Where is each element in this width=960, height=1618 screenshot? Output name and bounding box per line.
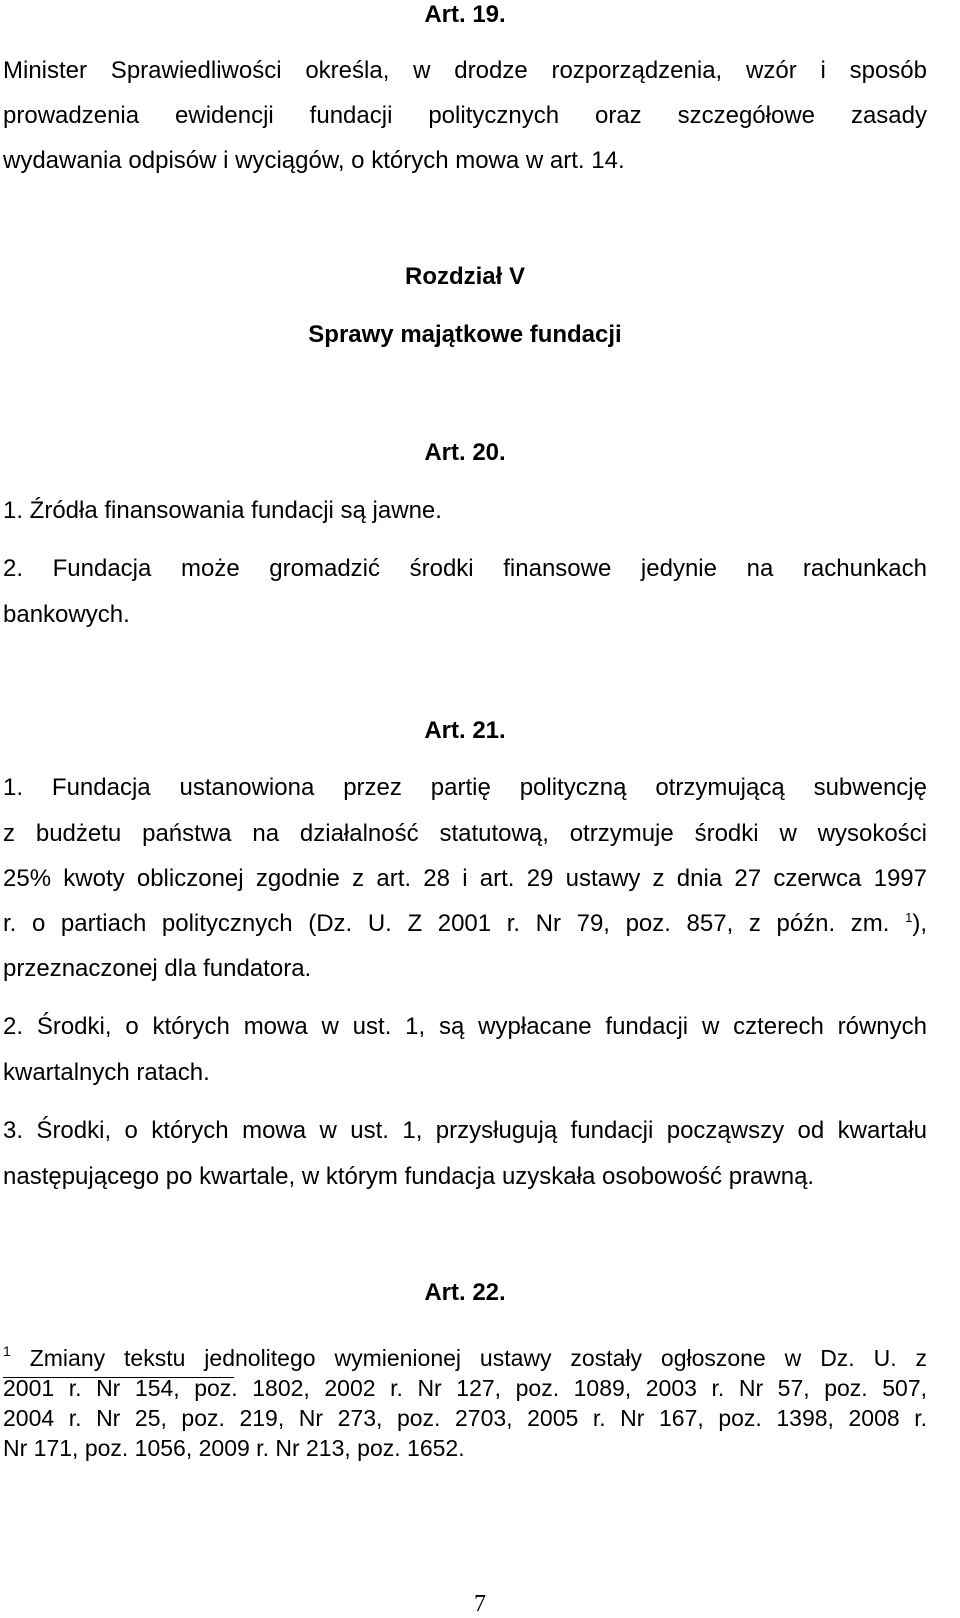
- article-22-heading: Art. 22.: [424, 1279, 506, 1306]
- article-21-heading: Art. 21.: [424, 717, 506, 744]
- article-21-line-7: kwartalnych ratach.: [3, 1059, 210, 1086]
- article-20-line-2: 2. Fundacja może gromadzić środki finansowe jedynie na rachunkach: [3, 555, 927, 582]
- article-21-line-2: z budżetu państwa na działalność statutową, otrzymuje środki w wysokości: [3, 820, 927, 847]
- chapter-title: Sprawy majątkowe fundacji: [308, 321, 622, 348]
- article-19-heading: Art. 19.: [424, 1, 506, 28]
- article-21-line-1: 1. Fundacja ustanowiona przez partię polityczną otrzymującą subwencję: [3, 774, 927, 801]
- article-19-line-1: Minister Sprawiedliwości określa, w drodze rozporządzenia, wzór i sposób: [3, 57, 927, 84]
- page-number: 7: [474, 1591, 486, 1617]
- footnote-reference: [905, 910, 927, 937]
- article-20-line-1: 1. Źródła finansowania fundacji są jawne.: [3, 497, 442, 524]
- footnote-line-1-text: Zmiany tekstu jednolitego wymienionej ustawy zostały ogłoszone w Dz. U. z: [29, 1345, 928, 1371]
- footnote-reference-number: 1: [905, 910, 913, 925]
- article-21-line-3: 25% kwoty obliczonej zgodnie z art. 28 i art. 29 ustawy z dnia 27 czerwca 1997: [3, 865, 927, 892]
- article-21-line-6: 2. Środki, o których mowa w ust. 1, są wypłacane fundacji w czterech równych: [3, 1013, 927, 1040]
- article-21-line-8: 3. Środki, o których mowa w ust. 1, przysługują fundacji począwszy od kwartału: [3, 1117, 927, 1144]
- footnote-line-3: 2004 r. Nr 25, poz. 219, Nr 273, poz. 2703, 2005 r. Nr 167, poz. 1398, 2008 r.: [3, 1405, 927, 1431]
- footnote-line-1: [3, 1344, 927, 1372]
- article-21-line-4: [3, 909, 927, 939]
- article-21-line-9: następującego po kwartale, w którym fundacja uzyskała osobowość prawną.: [3, 1163, 815, 1190]
- footnote-marker: 1: [3, 1343, 11, 1359]
- footnote-reference-close: ),: [912, 910, 928, 937]
- article-19-line-3: wydawania odpisów i wyciągów, o których mowa w art. 14.: [3, 147, 625, 174]
- article-20-line-3: bankowych.: [3, 601, 130, 628]
- article-20-heading: Art. 20.: [424, 439, 506, 466]
- article-21-line-5: przeznaczonej dla fundatora.: [3, 955, 312, 982]
- footnote-line-2: 2001 r. Nr 154, poz. 1802, 2002 r. Nr 127, poz. 1089, 2003 r. Nr 57, poz. 507,: [3, 1375, 927, 1401]
- article-21-line-4-text: r. o partiach politycznych (Dz. U. Z 2001 r. Nr 79, poz. 857, z późn. zm.: [3, 910, 890, 937]
- article-19-line-2: prowadzenia ewidencji fundacji politycznych oraz szczegółowe zasady: [3, 102, 927, 129]
- chapter-number: Rozdział V: [404, 263, 525, 290]
- footnote-line-4: Nr 171, poz. 1056, 2009 r. Nr 213, poz. 1652.: [3, 1435, 465, 1461]
